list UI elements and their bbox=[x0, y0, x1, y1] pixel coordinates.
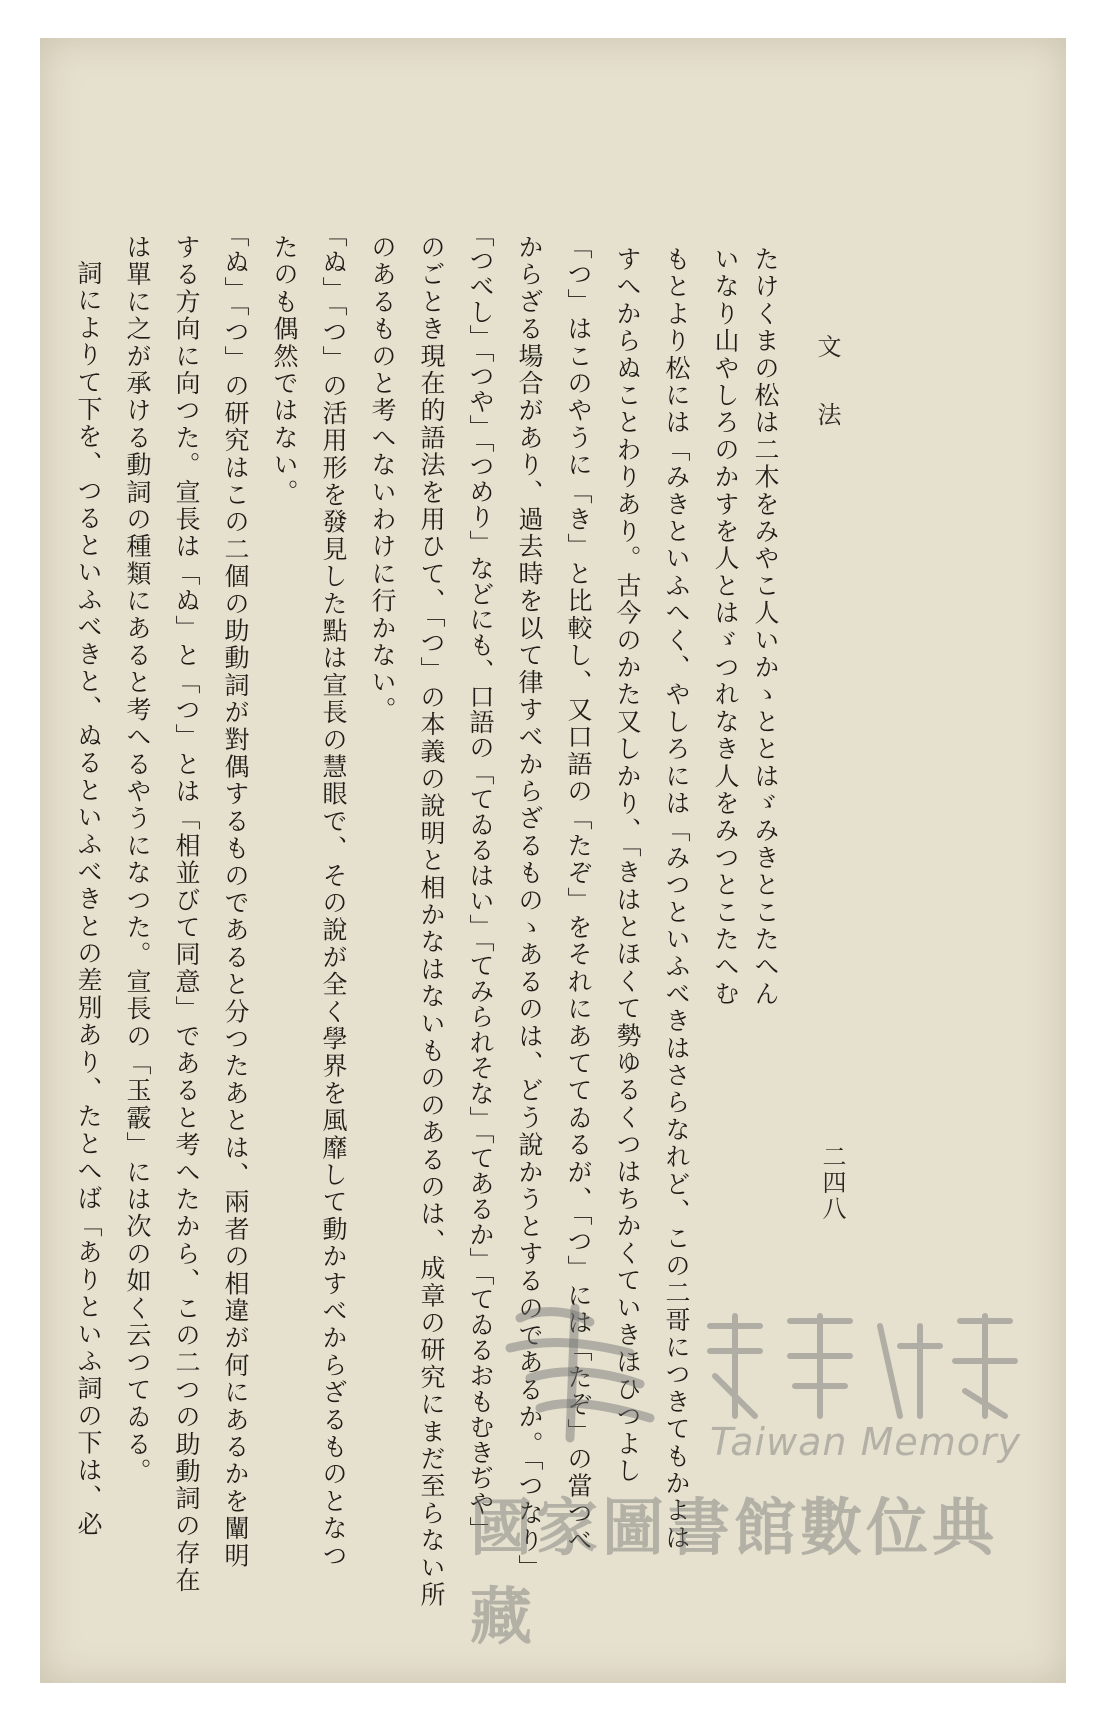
text-column-13: する方向に向つた。宣長は「ぬ」と「つ」とは「相並びて同意」であると考へたから、この二つの助動詞の存在 bbox=[172, 234, 201, 1594]
page-header-title: 文法 bbox=[813, 334, 841, 470]
text-column-15: 詞によりて下を、つるといふべきと、ぬるといふべきとの差別あり、たとへば「ありといふ詞の下は、必 bbox=[74, 260, 103, 1539]
watermark-subtitle: Taiwan Memory bbox=[710, 1420, 1022, 1464]
watermark-title: 國家圖書館數位典藏 bbox=[470, 1491, 999, 1653]
taiwan-memory-logo-icon bbox=[480, 1298, 670, 1448]
text-column-14: は單に之が承ける動詞の種類にあると考へるやうになつた。宣長の「玉霰」には次の如く云つてゐる。 bbox=[123, 234, 152, 1486]
text-column-4: すへからぬことわりあり。古今のかた又しかり、「きはとほくて勢ゆるくつはちかくていきほひつよし bbox=[613, 246, 642, 1485]
text-column-11: たのも偶然ではない。 bbox=[270, 234, 299, 506]
text-column-6: からざる場合があり、過去時を以て律すべからざるものゝあるのは、どう說かうとするのであるか。「つなり」 bbox=[515, 234, 544, 1582]
text-column-1: たけくまの松は二木をみやこ人いかゝととはゞみきとこたへん bbox=[751, 246, 780, 1008]
text-column-9: のあるものと考へないわけに行かない。 bbox=[368, 234, 397, 724]
page-number: 二四八 bbox=[818, 1144, 846, 1222]
text-column-12: 「ぬ」「つ」の研究はこの二個の助動詞が對偶するものであると分つたあとは、兩者の相違が何にあるかを闡明 bbox=[221, 222, 250, 1570]
text-column-5: 「つ」はこのやうに「き」と比較し、又口語の「たぞ」をそれにあててゐるが、「つ」には「たぞ」の當つべ bbox=[564, 234, 593, 1555]
text-column-10: 「ぬ」「つ」の活用形を發見した點は宣長の慧眼で、その說が全く學界を風靡して動かすべからざるものとなつ bbox=[319, 222, 348, 1570]
text-column-3: もとより松には「みきといふへく、やしろには「みつといふべきはさらなれど、この二哥につきてもかよは bbox=[662, 246, 691, 1552]
text-column-2: いなり山やしろのかすを人とはゞつれなき人をみつとこたへむ bbox=[711, 246, 740, 1008]
text-column-8: のごとき現在的語法を用ひて、「つ」の本義の說明と相かなはないもののあるのは、成章の研究にまだ至らない所 bbox=[417, 234, 446, 1609]
watermark bbox=[470, 1298, 1030, 1653]
text-column-7: 「つべし」「つや」「つめり」などにも、口語の「てゐるはい」「てみられそな」「てあるか」「てゐるおもむきぢや」 bbox=[466, 222, 495, 1542]
taiwan-memory-logo-glyphs bbox=[700, 1306, 1020, 1426]
